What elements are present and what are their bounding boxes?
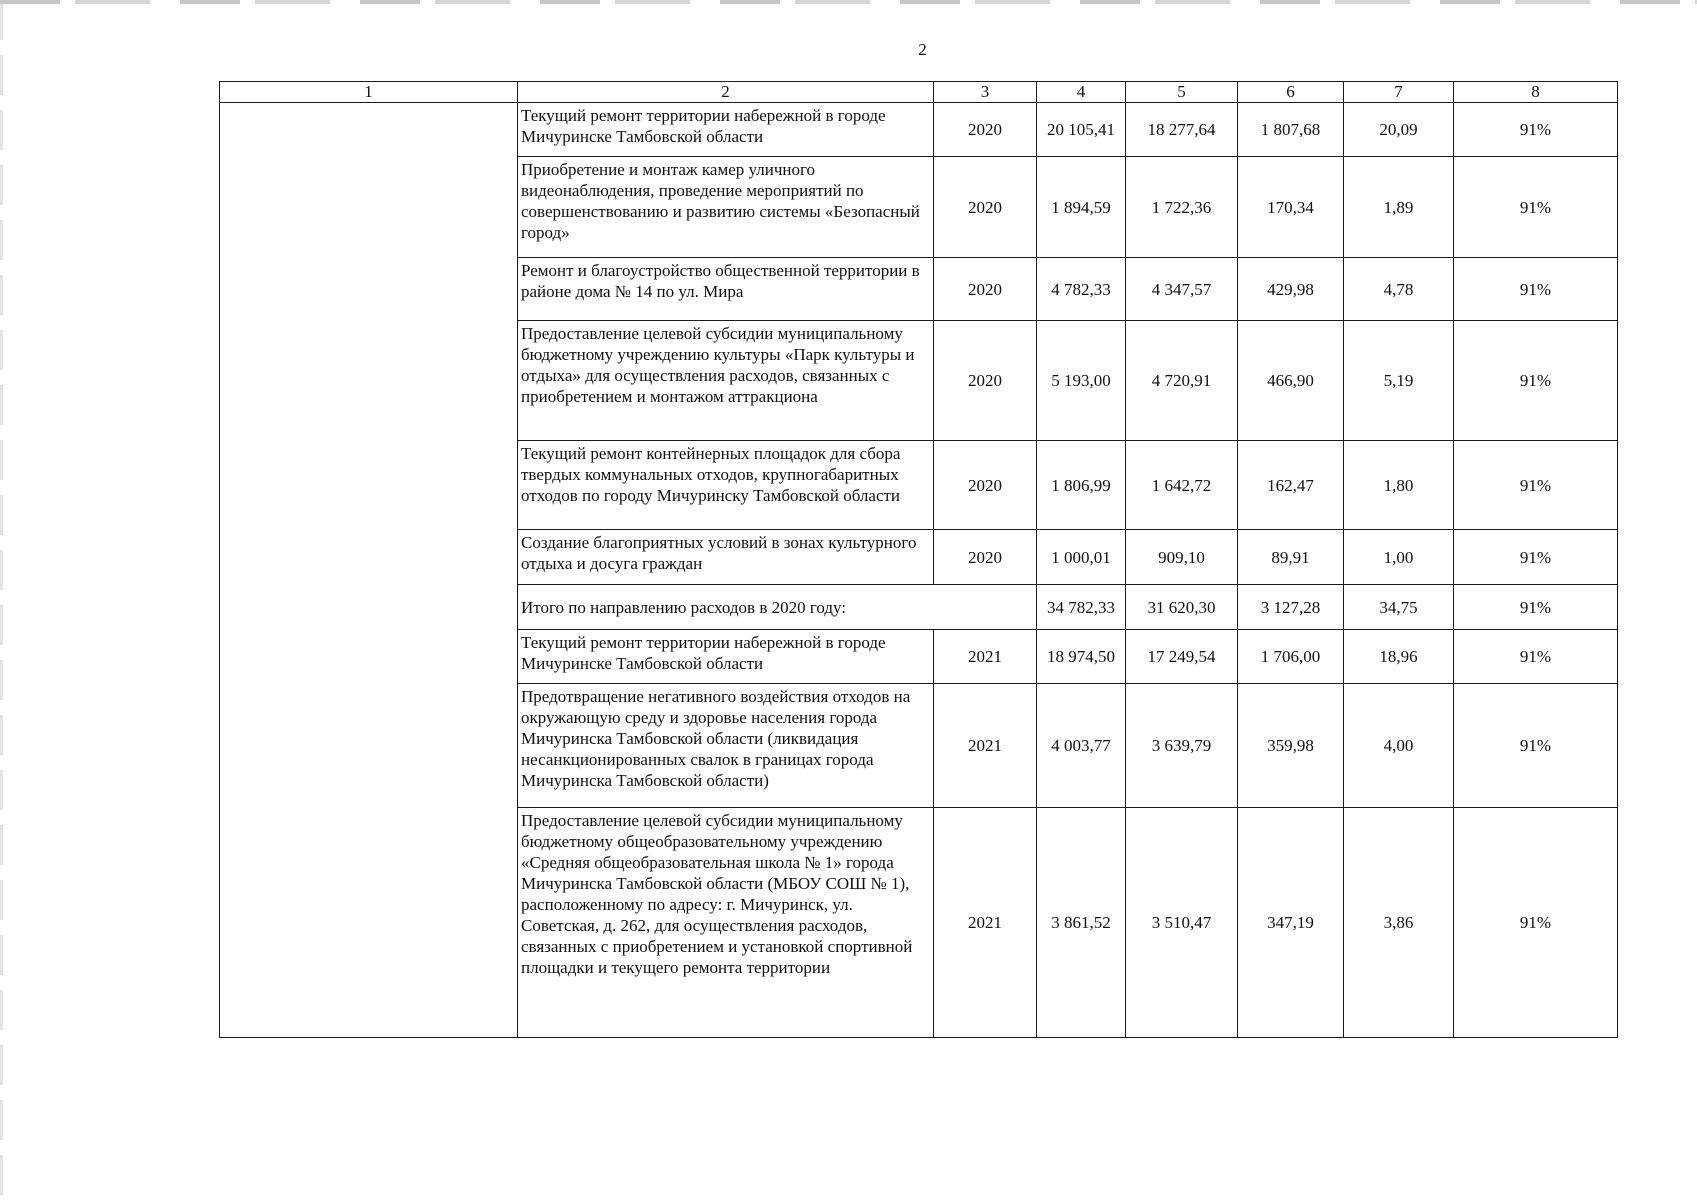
row-col4: 20 105,41 (1037, 103, 1126, 157)
row-col6: 347,19 (1238, 808, 1344, 1038)
row-col5: 909,10 (1126, 530, 1238, 585)
row-year: 2021 (934, 808, 1037, 1038)
column-header: 6 (1238, 82, 1344, 103)
row-year: 2020 (934, 441, 1037, 530)
row-col8: 91% (1454, 157, 1618, 258)
row-col5: 4 720,91 (1126, 321, 1238, 441)
page-number: 2 (918, 40, 927, 59)
row-col6: 429,98 (1238, 258, 1344, 321)
scan-left-edge (0, 0, 3, 1200)
row-col4: 4 003,77 (1037, 684, 1126, 808)
row-year: 2021 (934, 684, 1037, 808)
total-col6: 3 127,28 (1238, 585, 1344, 630)
row-col5: 3 510,47 (1126, 808, 1238, 1038)
row-description: Ремонт и благоустройство общественной территории в районе дома № 14 по ул. Мира (518, 258, 934, 321)
row-col7: 4,78 (1344, 258, 1454, 321)
row-col4: 18 974,50 (1037, 630, 1126, 684)
row-col8: 91% (1454, 103, 1618, 157)
row-year: 2020 (934, 530, 1037, 585)
row-year: 2020 (934, 157, 1037, 258)
column-header: 5 (1126, 82, 1238, 103)
row-col7: 5,19 (1344, 321, 1454, 441)
column-header: 4 (1037, 82, 1126, 103)
row-col8: 91% (1454, 258, 1618, 321)
total-col5: 31 620,30 (1126, 585, 1238, 630)
row-col5: 4 347,57 (1126, 258, 1238, 321)
row-col5: 1 642,72 (1126, 441, 1238, 530)
row-description: Текущий ремонт территории набережной в городе Мичуринске Тамбовской области (518, 630, 934, 684)
row-col8: 91% (1454, 808, 1618, 1038)
column-header: 7 (1344, 82, 1454, 103)
row-col6: 170,34 (1238, 157, 1344, 258)
row-col6: 89,91 (1238, 530, 1344, 585)
row-col7: 3,86 (1344, 808, 1454, 1038)
row-col7: 1,00 (1344, 530, 1454, 585)
total-label: Итого по направлению расходов в 2020 году: (518, 585, 1037, 630)
row-description: Создание благоприятных условий в зонах культурного отдыха и досуга граждан (518, 530, 934, 585)
total-col4: 34 782,33 (1037, 585, 1126, 630)
column-header: 2 (518, 82, 934, 103)
row-col8: 91% (1454, 630, 1618, 684)
row-year: 2020 (934, 258, 1037, 321)
column-header: 1 (220, 82, 518, 103)
column-header: 8 (1454, 82, 1618, 103)
row-col8: 91% (1454, 684, 1618, 808)
row-col5: 3 639,79 (1126, 684, 1238, 808)
row-description: Предотвращение негативного воздействия отходов на окружающую среду и здоровье населения города Мичуринска Тамбовской области (ликвидация несанкционированных свалок в границах города Мичуринска Тамбовской области) (518, 684, 934, 808)
row-description: Текущий ремонт контейнерных площадок для сбора твердых коммунальных отходов, крупногабаритных отходов по городу Мичуринску Тамбовской области (518, 441, 934, 530)
row-col8: 91% (1454, 321, 1618, 441)
row-col6: 359,98 (1238, 684, 1344, 808)
row-col8: 91% (1454, 441, 1618, 530)
row-description: Предоставление целевой субсидии муниципальному бюджетному общеобразовательному учреждению «Средняя общеобразовательная школа № 1» города Мичуринска Тамбовской области (МБОУ СОШ № 1), расположенному по адресу: г. Мичуринск, ул. Советская, д. 262, для осуществления расходов, связанных с приобретением и установкой спортивной площадки и текущего ремонта территории (518, 808, 934, 1038)
scan-top-edge (0, 0, 1697, 4)
row-col6: 466,90 (1238, 321, 1344, 441)
row-year: 2021 (934, 630, 1037, 684)
row-description: Приобретение и монтаж камер уличного видеонаблюдения, проведение мероприятий по совершенствованию и развитию системы «Безопасный город» (518, 157, 934, 258)
table-row (220, 103, 1618, 157)
row-col5: 18 277,64 (1126, 103, 1238, 157)
row-col6: 1 807,68 (1238, 103, 1344, 157)
row-col4: 3 861,52 (1037, 808, 1126, 1038)
row-col5: 17 249,54 (1126, 630, 1238, 684)
row-year: 2020 (934, 321, 1037, 441)
row-col7: 18,96 (1344, 630, 1454, 684)
row-col8: 91% (1454, 530, 1618, 585)
row-col4: 1 806,99 (1037, 441, 1126, 530)
row-col4: 1 894,59 (1037, 157, 1126, 258)
row-description: Текущий ремонт территории набережной в городе Мичуринске Тамбовской области (518, 103, 934, 157)
row-col7: 1,80 (1344, 441, 1454, 530)
column-number-row (220, 82, 1618, 103)
row-col6: 1 706,00 (1238, 630, 1344, 684)
row-col7: 20,09 (1344, 103, 1454, 157)
expenditure-table (219, 81, 1618, 1038)
row-col4: 4 782,33 (1037, 258, 1126, 321)
row-col7: 4,00 (1344, 684, 1454, 808)
column-header: 3 (934, 82, 1037, 103)
row-year: 2020 (934, 103, 1037, 157)
row-description: Предоставление целевой субсидии муниципальному бюджетному учреждению культуры «Парк культуры и отдыха» для осуществления расходов, связанных с приобретением и монтажом аттракциона (518, 321, 934, 441)
row-col6: 162,47 (1238, 441, 1344, 530)
total-col8: 91% (1454, 585, 1618, 630)
row-col5: 1 722,36 (1126, 157, 1238, 258)
row-col4: 1 000,01 (1037, 530, 1126, 585)
row-col7: 1,89 (1344, 157, 1454, 258)
row-col4: 5 193,00 (1037, 321, 1126, 441)
column-1-merged-cell (220, 103, 518, 1038)
total-col7: 34,75 (1344, 585, 1454, 630)
